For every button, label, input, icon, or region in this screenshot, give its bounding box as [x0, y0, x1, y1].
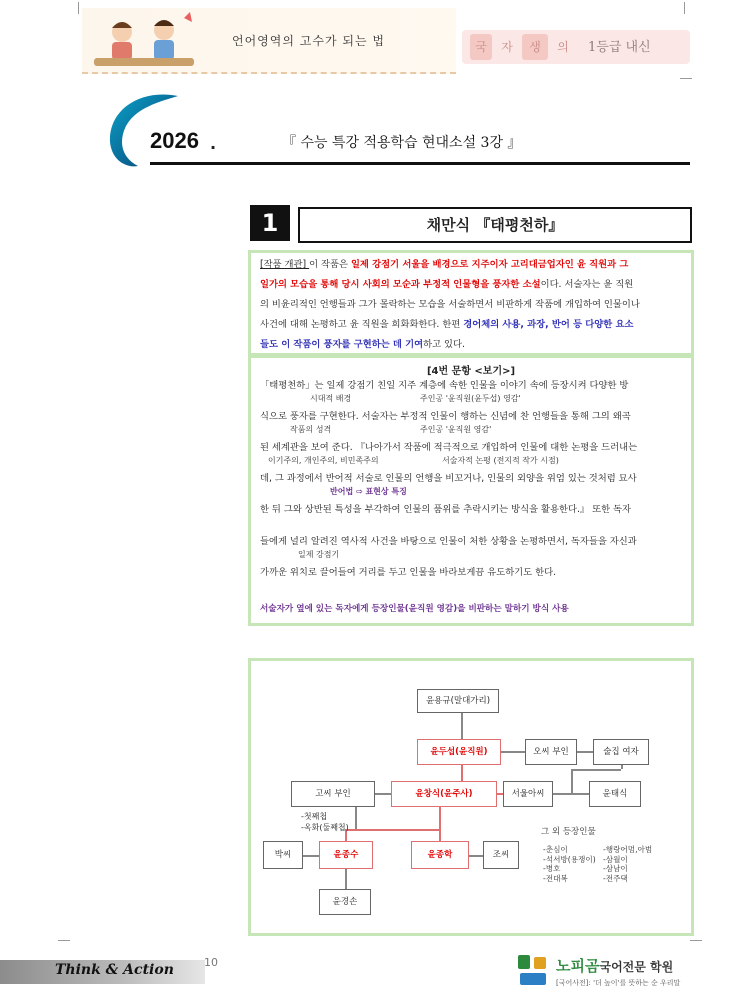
overview-line — [260, 255, 640, 275]
bogi-annotation: 주인공 '윤직원(윤두섭) 영감' — [420, 394, 521, 403]
banner-left-text: 언어영역의 고수가 되는 법 — [232, 34, 385, 48]
bogi-annotation: 일제 강점기 — [298, 550, 340, 559]
node-baksi: 박씨 — [263, 841, 303, 869]
bogi-annotation: 서술자적 논평 (전지적 작가 시점) — [442, 456, 559, 465]
node-yun-jonghak: 윤종학 — [411, 841, 469, 869]
banner-right-strip — [462, 30, 690, 64]
diagram-edge — [577, 751, 593, 753]
diagram-edge — [345, 869, 347, 889]
others-right-list — [603, 845, 652, 883]
academy-name — [556, 955, 673, 976]
overview-segment: 이다. 서술자는 윤 직원 — [540, 279, 634, 290]
concubine-item: -첫째첩 — [301, 812, 328, 821]
banner-right-label: 1등급 내신 — [588, 40, 651, 55]
section-number: 1 — [250, 205, 290, 241]
overview-segment: 경어체의 사용, 과장, 반어 등 다양한 요소 — [463, 319, 634, 330]
banner-chip: 자 — [501, 40, 513, 54]
other-character: -춘심이 — [543, 845, 568, 854]
other-character: -전대복 — [543, 873, 568, 883]
diagram-edge — [439, 829, 441, 841]
academy-motto: [국어사전]: '더 높이'를 뜻하는 순 우리말 — [556, 979, 681, 987]
children-illustration — [84, 10, 204, 70]
corner-mark — [690, 940, 702, 953]
overview-line — [260, 315, 640, 335]
bogi-annotation: 시대적 배경 — [310, 394, 352, 403]
bogi-text-line: 「태평천하」는 일제 강점기 친일 지주 계층에 속한 인물을 이야기 속에 등장시켜 다양한 방 — [260, 380, 629, 391]
overview-segment: [작품 개관] — [260, 259, 310, 270]
character-diagram — [248, 658, 694, 936]
bogi-heading: [4번 문항 <보기>] — [426, 366, 516, 377]
corner-mark — [672, 2, 685, 14]
bogi-box — [248, 355, 694, 626]
academy-logo-icon — [516, 953, 550, 989]
diagram-edge — [571, 769, 573, 793]
bogi-row — [260, 502, 637, 534]
banner-chip: 의 — [557, 40, 569, 54]
diagram-edge — [553, 793, 589, 795]
bogi-text-line: 들에게 널리 알려진 역사적 사건을 바탕으로 인물이 처한 상황을 논평하면서, 독자들을 자신과 — [260, 536, 637, 547]
node-yun-taesik: 윤태식 — [589, 781, 641, 807]
banner-chip: 생 — [522, 34, 548, 60]
overview-line — [260, 335, 640, 355]
year-label: 2026 — [150, 128, 199, 153]
overview-line — [260, 295, 640, 315]
bogi-row — [260, 440, 637, 471]
section-title: 채만식 『태평천하』 — [298, 207, 692, 243]
page-title: 『 수능 특강 적용학습 현대소설 3강 』 — [282, 135, 522, 151]
overview-segment: 일제 강점기 서울을 배경으로 지주이자 고리대금업자인 윤 직원과 그 — [350, 259, 629, 270]
bogi-row — [260, 378, 637, 409]
overview-segment: 일가의 모습을 통해 당시 사회의 모순과 부정적 인물형을 풍자한 소설 — [260, 279, 541, 290]
diagram-edge — [469, 855, 483, 857]
bogi-row — [260, 471, 637, 502]
bogi-row — [260, 565, 637, 596]
node-yun-jongsu: 윤종수 — [319, 841, 373, 869]
bogi-text-line: 식으로 풍자를 구현한다. 서술자는 부정적 인물이 행하는 신념에 찬 언행들을 통해 그의 왜곡 — [260, 411, 631, 422]
diagram-edge — [621, 765, 623, 769]
other-character: -병호 — [543, 864, 561, 873]
other-character: -삼남이 — [603, 864, 628, 873]
node-gossi: 고씨 부인 — [291, 781, 375, 807]
bogi-annotation: 이기주의, 개인주의, 비민족주의 — [268, 456, 379, 465]
corner-mark — [680, 66, 692, 79]
diagram-edge — [373, 793, 391, 795]
bogi-text-line: 된 세계관을 보여 준다. 『나아가서 작품에 적극적으로 개입하여 인물에 대한 논평을 드러내는 — [260, 442, 638, 453]
bogi-text-line: 한 뒤 그와 상반된 특성을 부각하여 인물의 품위를 추락시키는 방식을 활용한다.』 또한 독자 — [260, 504, 632, 515]
overview-segment: 이 작품은 — [309, 259, 351, 270]
node-josi: 조씨 — [483, 841, 519, 869]
overview-box — [248, 250, 694, 356]
title-dot: . — [210, 134, 217, 153]
other-character: -삼월이 — [603, 854, 628, 864]
other-character: -전주댁 — [603, 873, 628, 883]
bogi-text-line: 데, 그 과정에서 반어적 서술로 인물의 언행을 비꼬거나, 인물의 외양을 위엄 있는 것처럼 묘사 — [260, 473, 637, 484]
bogi-row — [260, 409, 637, 440]
node-suljip-yeoja: 술집 여자 — [593, 739, 649, 765]
corner-mark — [78, 2, 91, 14]
diagram-edge — [355, 807, 357, 829]
overview-line — [260, 275, 640, 295]
concubine-item: -옥화(둘째첩) — [301, 823, 349, 832]
node-yun-changsik: 윤창식(윤주사) — [391, 781, 497, 807]
bogi-text-line: 가까운 위치로 끌어들여 거리를 두고 인물을 바라보게끔 유도하기도 한다. — [260, 567, 557, 578]
diagram-edge — [345, 829, 439, 831]
banner-chip: 국 — [470, 34, 492, 60]
corner-mark — [58, 940, 70, 953]
academy-brand: 노피곰 — [556, 957, 600, 975]
title-underline — [150, 162, 690, 165]
concubine-list — [301, 811, 349, 833]
node-ossi: 오씨 부인 — [525, 739, 577, 765]
academy-suffix: 국어전문 학원 — [599, 960, 674, 974]
think-action-label: Think & Action — [55, 962, 174, 978]
bogi-row — [260, 534, 637, 565]
bogi-annotation: 작품의 성격 — [290, 425, 332, 434]
diagram-edge — [501, 751, 525, 753]
bogi-footer-note: 서술자가 옆에 있는 독자에게 등장인물(윤직원 영감)을 비판하는 말하기 방식 사용 — [260, 604, 569, 614]
node-yun-duseop: 윤두섭(윤직원) — [417, 739, 501, 765]
overview-segment: 들도 이 작품이 풍자를 구현하는 데 기여 — [260, 339, 424, 350]
overview-segment: 의 비윤리적인 언행들과 그가 몰락하는 모습을 서술하면서 비판하게 작품에 개입하여 인물이나 — [260, 299, 640, 310]
other-character: -행랑어멈,아범 — [603, 845, 653, 854]
bogi-annotation: 주인공 '윤직원 영감' — [420, 425, 492, 434]
overview-segment: 사건에 대해 논평하고 윤 직원을 희화화한다. 한편 — [260, 319, 464, 330]
diagram-edge — [303, 855, 319, 857]
node-seoul-assi: 서울아씨 — [503, 781, 553, 807]
bogi-annotation: 반어법 ⇨ 표현상 특징 — [330, 487, 407, 496]
diagram-edge — [571, 769, 621, 771]
page-number: 10 — [204, 956, 218, 969]
others-left-list — [543, 845, 596, 883]
node-yun-yonggyu: 윤용규(말대가리) — [417, 689, 499, 713]
other-character: -석서방(용쟁이) — [543, 854, 596, 864]
others-title: 그 외 등장인물 — [541, 827, 596, 837]
diagram-edge — [439, 807, 441, 829]
overview-segment: 하고 있다. — [423, 339, 465, 350]
node-yun-gyeongson: 윤경손 — [319, 889, 371, 915]
